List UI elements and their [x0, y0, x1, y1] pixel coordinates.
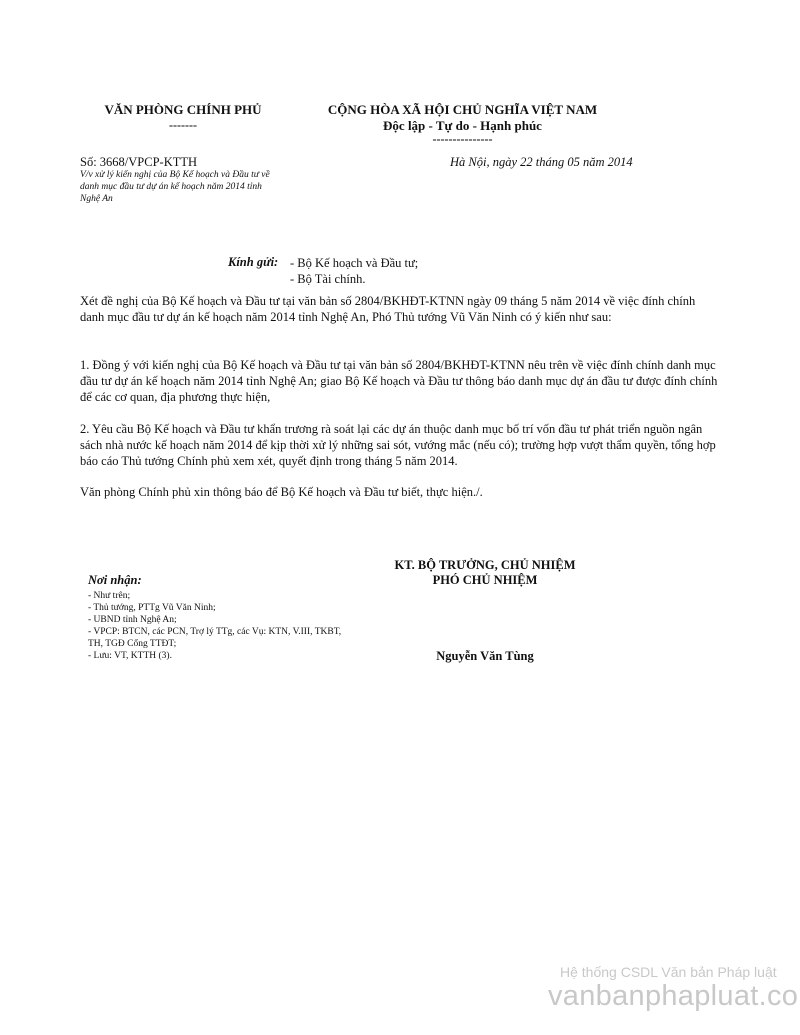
list-item: - Lưu: VT, KTTH (3).	[88, 651, 172, 661]
organization-underline: -------	[169, 118, 197, 132]
signer-name: Nguyễn Văn Tùng	[436, 649, 534, 663]
list-item: - Thủ tướng, PTTg Vũ Văn Ninh;	[88, 603, 216, 613]
signature-title	[380, 558, 590, 588]
motto-underline: ---------------	[432, 132, 493, 146]
signature-title-line-2: PHÓ CHỦ NHIỆM	[432, 573, 538, 587]
addressee-item: - Bộ Tài chính.	[290, 272, 366, 286]
list-item: - Như trên;	[88, 591, 131, 601]
body-paragraph-item-1: 1. Đồng ý với kiến nghị của Bộ Kế hoạch và Đầu tư tại văn bản số 2804/BKHĐT-KTNN nêu trên về việc đính chính danh mục đầu tư dự án kế hoạch năm 2014 tỉnh Nghệ An; giao Bộ Kế hoạch và Đầu tư thông báo danh mục dự án đầu tư được đính chính để các cơ quan, địa phương thực hiện,	[80, 358, 718, 404]
document-subject: V/v xử lý kiến nghị của Bộ Kế hoạch và Đầu tư về danh mục đầu tư dự án kế hoạch năm 2014 tỉnh Nghệ An	[80, 170, 270, 204]
body-paragraph-intro: Xét đề nghị của Bộ Kế hoạch và Đầu tư tại văn bản số 2804/BKHĐT-KTNN ngày 09 tháng 5 năm 2014 về việc đính chính danh mục đầu tư dự án kế hoạch năm 2014 tỉnh Nghệ An, Phó Thủ tướng Vũ Văn Ninh có ý kiến như sau:	[80, 294, 696, 324]
addressee-label: Kính gửi:	[228, 255, 279, 269]
national-motto: Độc lập - Tự do - Hạnh phúc	[383, 118, 542, 133]
document-number: Số: 3668/VPCP-KTTH	[80, 155, 198, 169]
list-item: - VPCP: BTCN, các PCN, Trợ lý TTg, các Vụ: KTN, V.III, TKBT, TH, TGĐ Cổng TTĐT;	[88, 627, 342, 649]
distribution-list	[88, 590, 348, 662]
list-item: - UBND tỉnh Nghệ An;	[88, 615, 177, 625]
addressee-item: - Bộ Kế hoạch và Đầu tư;	[290, 256, 419, 270]
issuing-organization: VĂN PHÒNG CHÍNH PHỦ	[104, 102, 262, 117]
addressee-list	[290, 255, 418, 287]
watermark-caption: Hệ thống CSDL Văn bản Pháp luật	[560, 964, 777, 980]
body-paragraph-item-2: 2. Yêu cầu Bộ Kế hoạch và Đầu tư khẩn trương rà soát lại các dự án thuộc danh mục bố trí vốn đầu tư phát triển nguồn ngân sách nhà nước kế hoạch năm 2014 để kịp thời xử lý những sai sót, vướng mắc (nếu có); trường hợp vượt thẩm quyền, tổng hợp báo cáo Thủ tướng Chính phủ xem xét, quyết định trong tháng 5 năm 2014.	[80, 422, 716, 468]
watermark-domain: vanbanphapluat.co	[548, 980, 799, 1012]
national-title: CỘNG HÒA XÃ HỘI CHỦ NGHĨA VIỆT NAM	[327, 102, 598, 117]
signature-title-line-1: KT. BỘ TRƯỞNG, CHỦ NHIỆM	[394, 558, 576, 572]
document-date: Hà Nội, ngày 22 tháng 05 năm 2014	[450, 155, 633, 169]
distribution-label: Nơi nhận:	[88, 573, 142, 587]
body-paragraph-closing: Văn phòng Chính phủ xin thông báo để Bộ Kế hoạch và Đầu tư biết, thực hiện./.	[80, 485, 483, 499]
